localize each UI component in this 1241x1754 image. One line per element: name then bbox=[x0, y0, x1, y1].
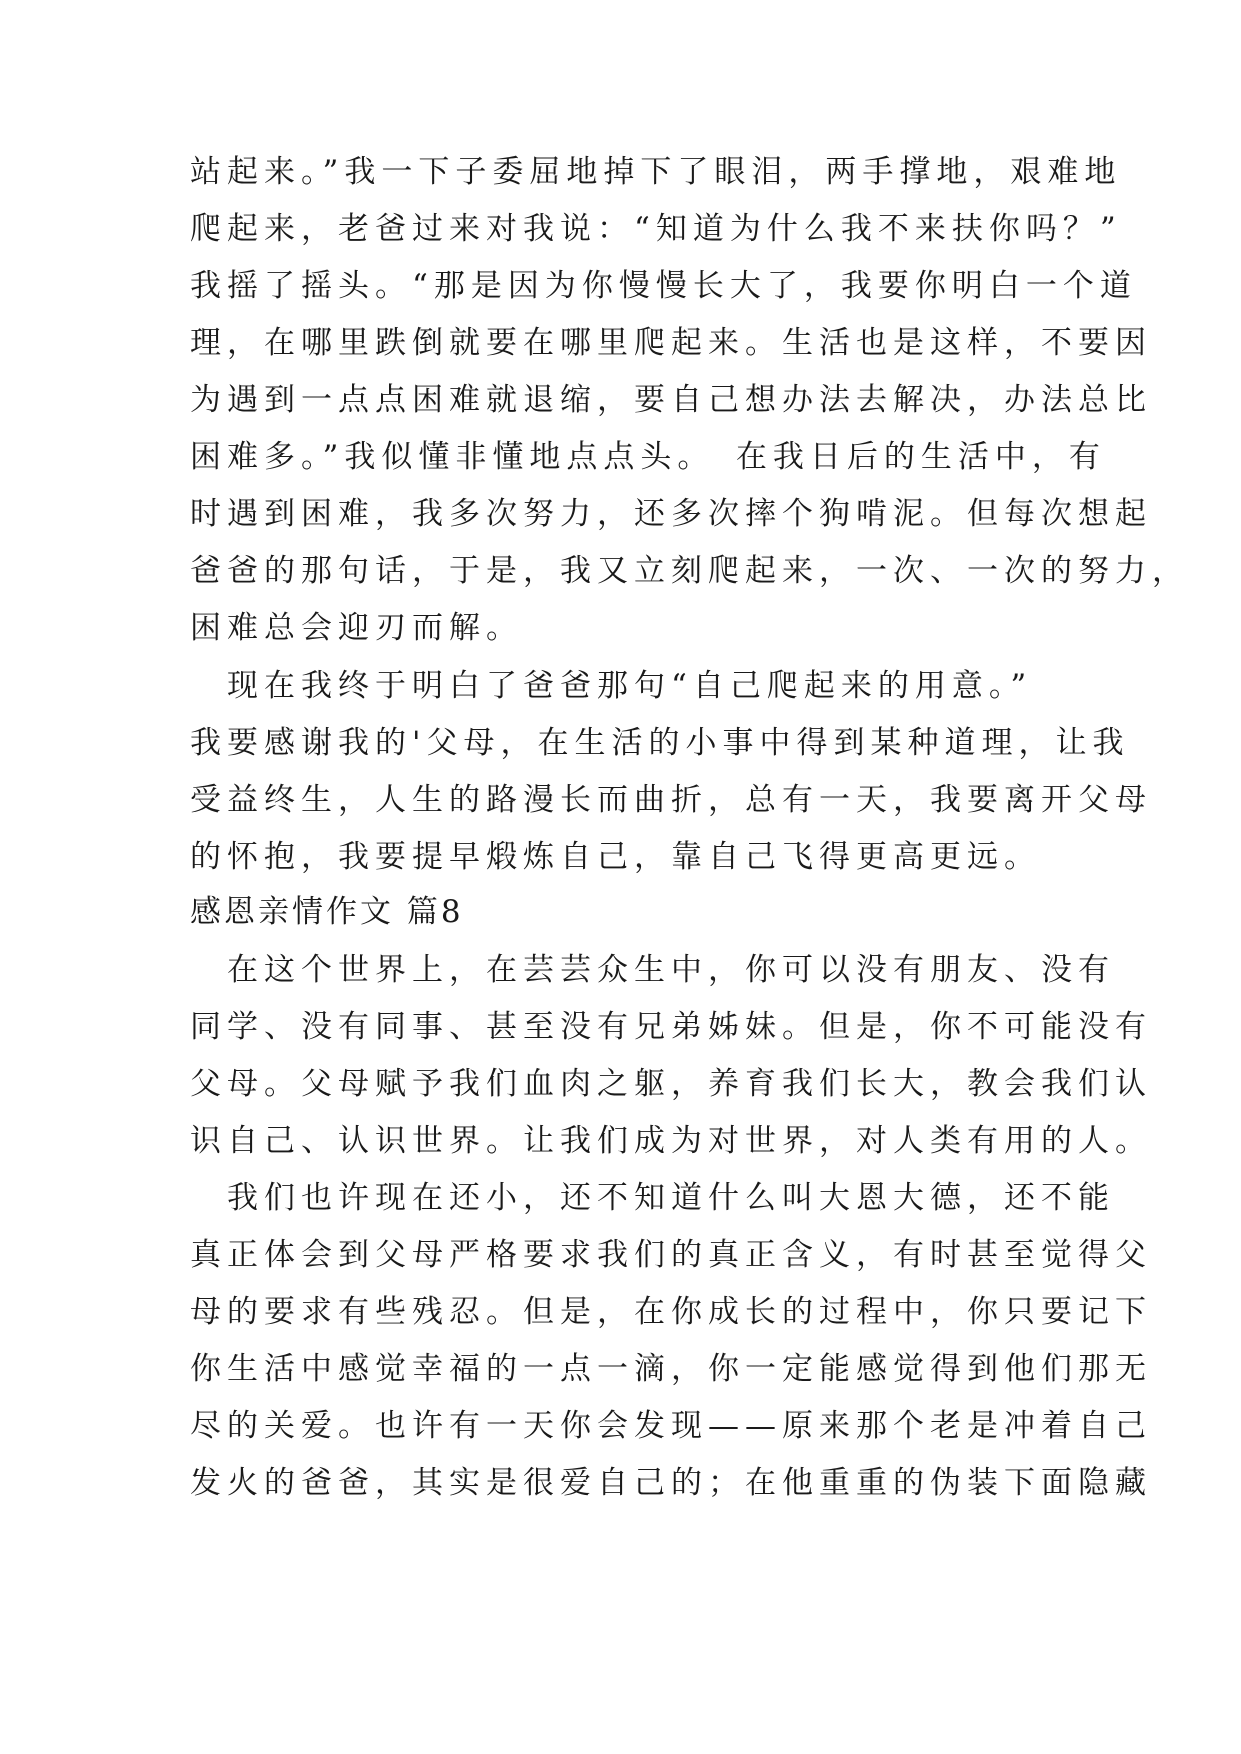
text-line: 理，在哪里跌倒就要在哪里爬起来。生活也是这样，不要因 bbox=[190, 325, 1152, 361]
text-line: 受益终生，人生的路漫长而曲折，总有一天，我要离开父母 bbox=[190, 782, 1152, 818]
text-line: 尽的关爱。也许有一天你会发现——原来那个老是冲着自己 bbox=[190, 1408, 1152, 1444]
text-line: 识自己、认识世界。让我们成为对世界，对人类有用的人。 bbox=[190, 1123, 1152, 1159]
text-line: 的怀抱，我要提早煅炼自己，靠自己飞得更高更远。 bbox=[190, 839, 1041, 875]
text-line: 我们也许现在还小，还不知道什么叫大恩大德，还不能 bbox=[190, 1180, 1115, 1216]
section-heading: 感恩亲情作文 篇8 bbox=[190, 894, 464, 930]
text-line: 我摇了摇头。“那是因为你慢慢长大了，我要你明白一个道 bbox=[190, 268, 1137, 304]
text-line: 你生活中感觉幸福的一点一滴，你一定能感觉得到他们那无 bbox=[190, 1351, 1152, 1387]
text-line: 在这个世界上，在芸芸众生中，你可以没有朋友、没有 bbox=[190, 952, 1115, 988]
text-line: 父母。父母赋予我们血肉之躯，养育我们长大，教会我们认 bbox=[190, 1066, 1152, 1102]
text-line: 发火的爸爸，其实是很爱自己的；在他重重的伪装下面隐藏 bbox=[190, 1465, 1152, 1501]
text-line: 爸爸的那句话，于是，我又立刻爬起来，一次、一次的努力， bbox=[190, 553, 1189, 589]
text-line: 困难总会迎刃而解。 bbox=[190, 610, 523, 646]
text-line: 困难多。”我似懂非懂地点点头。 在我日后的生活中，有 bbox=[190, 439, 1106, 475]
text-line: 同学、没有同事、甚至没有兄弟姊妹。但是，你不可能没有 bbox=[190, 1009, 1152, 1045]
text-line: 我要感谢我的'父母，在生活的小事中得到某种道理，让我 bbox=[190, 725, 1130, 761]
text-line: 为遇到一点点困难就退缩，要自己想办法去解决，办法总比 bbox=[190, 382, 1152, 418]
text-line: 时遇到困难，我多次努力，还多次摔个狗啃泥。但每次想起 bbox=[190, 496, 1152, 532]
text-line: 爬起来，老爸过来对我说：“知道为什么我不来扶你吗？” bbox=[190, 211, 1122, 247]
text-line: 现在我终于明白了爸爸那句“自己爬起来的用意。” bbox=[190, 668, 1033, 704]
text-line: 站起来。”我一下子委屈地掉下了眼泪，两手撑地，艰难地 bbox=[190, 154, 1122, 190]
text-line: 真正体会到父母严格要求我们的真正含义，有时甚至觉得父 bbox=[190, 1237, 1152, 1273]
text-line: 母的要求有些残忍。但是，在你成长的过程中，你只要记下 bbox=[190, 1294, 1152, 1330]
